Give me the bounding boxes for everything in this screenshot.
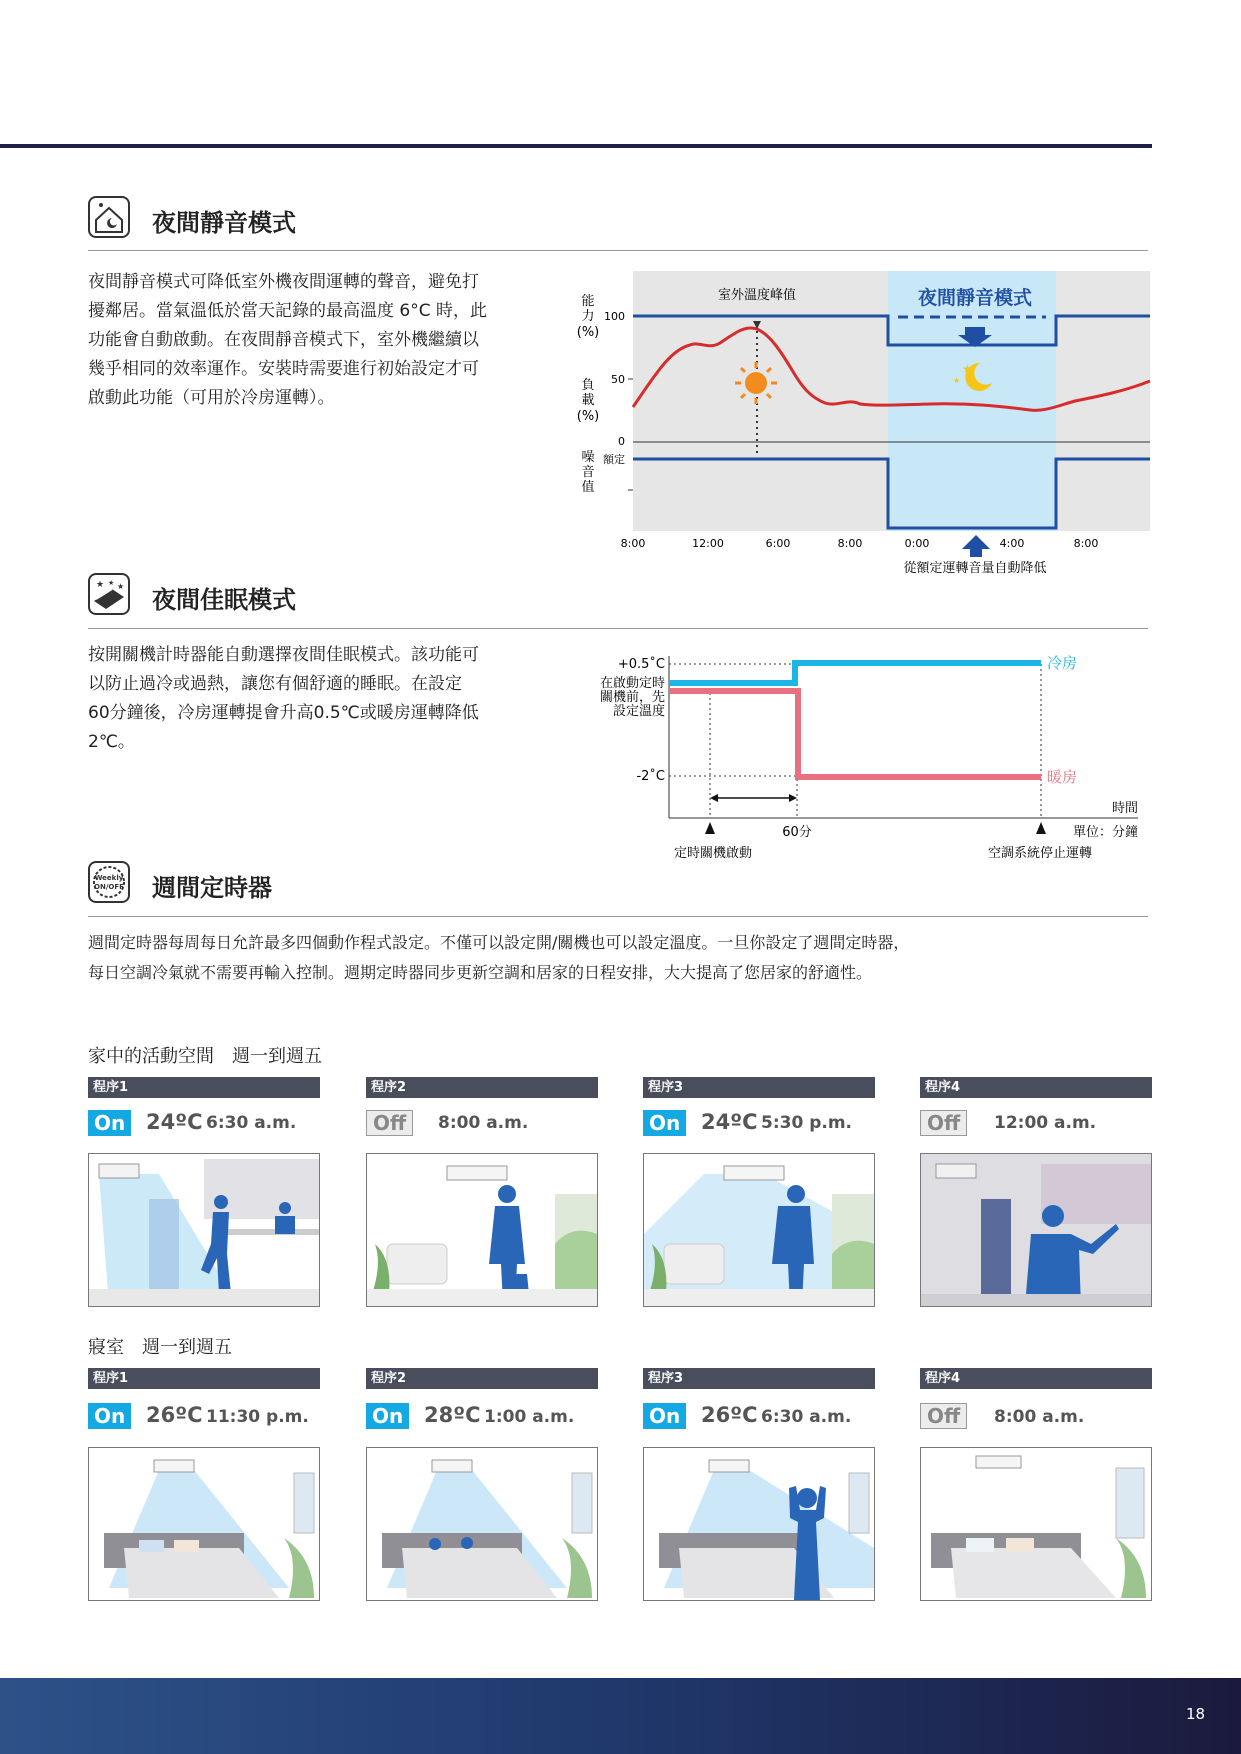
program-temp: 26ºC xyxy=(701,1403,758,1427)
status-badge: On xyxy=(643,1110,686,1136)
person-icon xyxy=(498,1185,516,1203)
night-sleep-rule xyxy=(88,628,1148,629)
living-scene-4 xyxy=(920,1153,1152,1307)
cool-line xyxy=(669,663,1041,683)
program-time: 6:30 a.m. xyxy=(761,1407,852,1427)
ac-unit-icon xyxy=(976,1456,1021,1468)
living-scene-3 xyxy=(643,1153,875,1307)
top-divider xyxy=(0,144,1152,148)
ylabel-load-1: 負 xyxy=(581,378,595,393)
x-tick: 4:00 xyxy=(999,537,1025,550)
weekly-paragraph xyxy=(88,928,1148,988)
program-header: 程序3 xyxy=(643,1368,875,1389)
x-tick: 0:00 xyxy=(904,537,930,550)
icon-text: ON/OFF xyxy=(94,883,124,891)
paragraph-line: 週間定時器每周每日允許最多四個動作程式設定。不僅可以設定開/關機也可以設定溫度。一旦你設定了週間定時器， xyxy=(88,933,910,952)
peak-label: 室外溫度峰值 xyxy=(717,288,797,303)
x-tick: 6:00 xyxy=(765,537,791,550)
program-time: 5:30 p.m. xyxy=(761,1113,853,1133)
tick-50: 50 xyxy=(611,373,625,386)
status-badge: On xyxy=(643,1403,686,1429)
stop-label: 空調系統停止運轉 xyxy=(987,846,1093,861)
heat-label: 暖房 xyxy=(1047,768,1078,786)
page-footer xyxy=(0,1678,1241,1754)
program-header: 程序4 xyxy=(920,1077,1152,1098)
x-tick: 8:00 xyxy=(1073,537,1099,550)
program-time: 12:00 a.m. xyxy=(994,1113,1097,1133)
quiet-mode-label: 夜間靜音模式 xyxy=(917,287,1033,309)
program-time: 8:00 a.m. xyxy=(438,1113,529,1133)
program-temp: 26ºC xyxy=(146,1403,203,1427)
ylabel-cap-2: 力 xyxy=(581,309,595,324)
arrow-right-icon xyxy=(789,794,797,802)
set-temp-line: 在啟動定時 xyxy=(599,676,665,691)
person-icon xyxy=(429,1538,441,1550)
paragraph-line: 60分鐘後，冷房運轉提會升高0.5℃或暖房運轉降低 xyxy=(88,703,479,723)
start-arrow-icon xyxy=(705,822,715,834)
night-quiet-chart xyxy=(570,265,1160,585)
quiet-zone xyxy=(888,271,1056,531)
weekly-timer-icon xyxy=(88,861,130,903)
duration-label: 60分 xyxy=(782,825,812,840)
bedroom-scene-1 xyxy=(88,1447,320,1601)
ac-unit-icon xyxy=(724,1166,784,1180)
weekly-timer-title: 週間定時器 xyxy=(152,874,272,902)
plant-icon xyxy=(1116,1538,1146,1598)
unit-label: 單位：分鐘 xyxy=(1072,825,1138,840)
ylabel-load-2: 載 xyxy=(581,393,595,408)
paragraph-line: 擾鄰居。當氣溫低於當天記錄的最高溫度 6°C 時，此 xyxy=(88,301,487,321)
ac-unit-icon xyxy=(154,1460,194,1472)
ac-unit-icon xyxy=(936,1164,976,1178)
living-scene-2 xyxy=(366,1153,598,1307)
program-time: 11:30 p.m. xyxy=(206,1407,309,1427)
x-tick: 12:00 xyxy=(692,537,724,550)
status-badge: Off xyxy=(920,1403,967,1429)
ylabel-noise-3: 值 xyxy=(581,480,595,495)
night-sleep-chart xyxy=(585,648,1145,863)
status-badge: On xyxy=(88,1110,131,1136)
start-label: 定時關機啟動 xyxy=(673,846,753,861)
set-temp-line: 設定溫度 xyxy=(612,704,665,719)
icon-text: Weekly xyxy=(94,874,124,882)
person-icon xyxy=(461,1537,473,1549)
paragraph-line: 啟動此功能（可用於冷房運轉）。 xyxy=(88,388,335,408)
svg-text:★: ★ xyxy=(117,582,125,591)
svg-text:★: ★ xyxy=(108,579,115,587)
ylabel-cap-1: 能 xyxy=(581,294,595,309)
night-sleep-paragraph xyxy=(88,641,538,757)
program-header: 程序4 xyxy=(920,1368,1152,1389)
status-badge: On xyxy=(88,1403,131,1429)
time-label: 時間 xyxy=(1111,801,1138,816)
cool-label: 冷房 xyxy=(1047,654,1078,672)
plant-icon xyxy=(284,1538,314,1598)
tick-rated: 額定 xyxy=(603,453,625,466)
set-temp-line: 關機前，先 xyxy=(599,690,665,705)
ylabel-cap-3: (%) xyxy=(576,325,600,340)
paragraph-line: 以防止過冷或過熱，讓您有個舒適的睡眠。在設定 xyxy=(88,674,462,694)
x-tick: 8:00 xyxy=(837,537,863,550)
night-quiet-paragraph xyxy=(88,268,538,413)
night-quiet-icon xyxy=(88,196,130,238)
heat-line xyxy=(669,691,1041,777)
program-header: 程序1 xyxy=(88,1077,320,1098)
stop-arrow-icon xyxy=(1036,822,1046,834)
night-sleep-title: 夜間佳眠模式 xyxy=(152,586,296,614)
ac-unit-icon xyxy=(447,1166,507,1180)
ac-unit-icon xyxy=(99,1164,139,1178)
bedroom-scene-2 xyxy=(366,1447,598,1601)
person-icon xyxy=(214,1195,228,1209)
minus-label: -2˚C xyxy=(636,769,665,784)
up-arrow-icon xyxy=(962,535,990,557)
living-scene-1 xyxy=(88,1153,320,1307)
person-icon xyxy=(1042,1205,1064,1227)
plant-icon xyxy=(562,1538,592,1598)
paragraph-line: 2℃。 xyxy=(88,732,135,752)
program-temp: 28ºC xyxy=(424,1403,481,1427)
program-temp: 24ºC xyxy=(146,1110,203,1134)
paragraph-line: 每日空調冷氣就不需要再輸入控制。週期定時器同步更新空調和居家的日程安排，大大提高了您居家的舒適性。 xyxy=(88,963,873,982)
tick-0: 0 xyxy=(618,435,625,448)
person-icon xyxy=(797,1488,817,1508)
ac-unit-icon xyxy=(709,1460,749,1472)
program-header: 程序3 xyxy=(643,1077,875,1098)
program-header: 程序2 xyxy=(366,1368,598,1389)
page-number: 18 xyxy=(1186,1705,1206,1723)
paragraph-line: 夜間靜音模式可降低室外機夜間運轉的聲音，避免打 xyxy=(88,272,479,292)
x-tick: 8:00 xyxy=(620,537,646,550)
program-temp: 24ºC xyxy=(701,1110,758,1134)
living-title: 家中的活動空間 週一到週五 xyxy=(88,1046,322,1067)
star-icon: ★ xyxy=(962,362,973,376)
plus-label: +0.5˚C xyxy=(617,657,665,672)
bedroom-scene-3 xyxy=(643,1447,875,1601)
program-time: 8:00 a.m. xyxy=(994,1407,1085,1427)
ylabel-load-3: (%) xyxy=(576,409,600,424)
star-icon: ★ xyxy=(953,376,961,385)
bottom-caption: 從額定運轉音量自動降低 xyxy=(903,561,1047,576)
tick-100: 100 xyxy=(604,310,625,323)
program-header: 程序2 xyxy=(366,1077,598,1098)
night-quiet-title: 夜間靜音模式 xyxy=(152,209,296,237)
program-time: 6:30 a.m. xyxy=(206,1113,297,1133)
paragraph-line: 幾乎相同的效率運作。安裝時需要進行初始設定才可 xyxy=(88,359,479,379)
person-icon xyxy=(279,1202,291,1214)
bedroom-scene-4 xyxy=(920,1447,1152,1601)
ac-unit-icon xyxy=(432,1460,472,1472)
bedroom-title: 寢室 週一到週五 xyxy=(88,1337,232,1358)
person-icon xyxy=(787,1185,805,1203)
ylabel-noise-2: 音 xyxy=(581,465,595,480)
program-header: 程序1 xyxy=(88,1368,320,1389)
weekly-rule xyxy=(88,916,1148,917)
status-badge: Off xyxy=(366,1110,413,1136)
night-sleep-icon xyxy=(88,573,130,615)
program-time: 1:00 a.m. xyxy=(484,1407,575,1427)
status-badge: Off xyxy=(920,1110,967,1136)
status-badge: On xyxy=(366,1403,409,1429)
arrow-left-icon xyxy=(710,794,718,802)
night-quiet-rule xyxy=(88,250,1148,251)
paragraph-line: 按開關機計時器能自動選擇夜間佳眠模式。該功能可 xyxy=(88,645,479,665)
ylabel-noise-1: 噪 xyxy=(581,450,595,465)
paragraph-line: 功能會自動啟動。在夜間靜音模式下，室外機繼續以 xyxy=(88,330,479,350)
svg-text:★: ★ xyxy=(96,580,105,590)
